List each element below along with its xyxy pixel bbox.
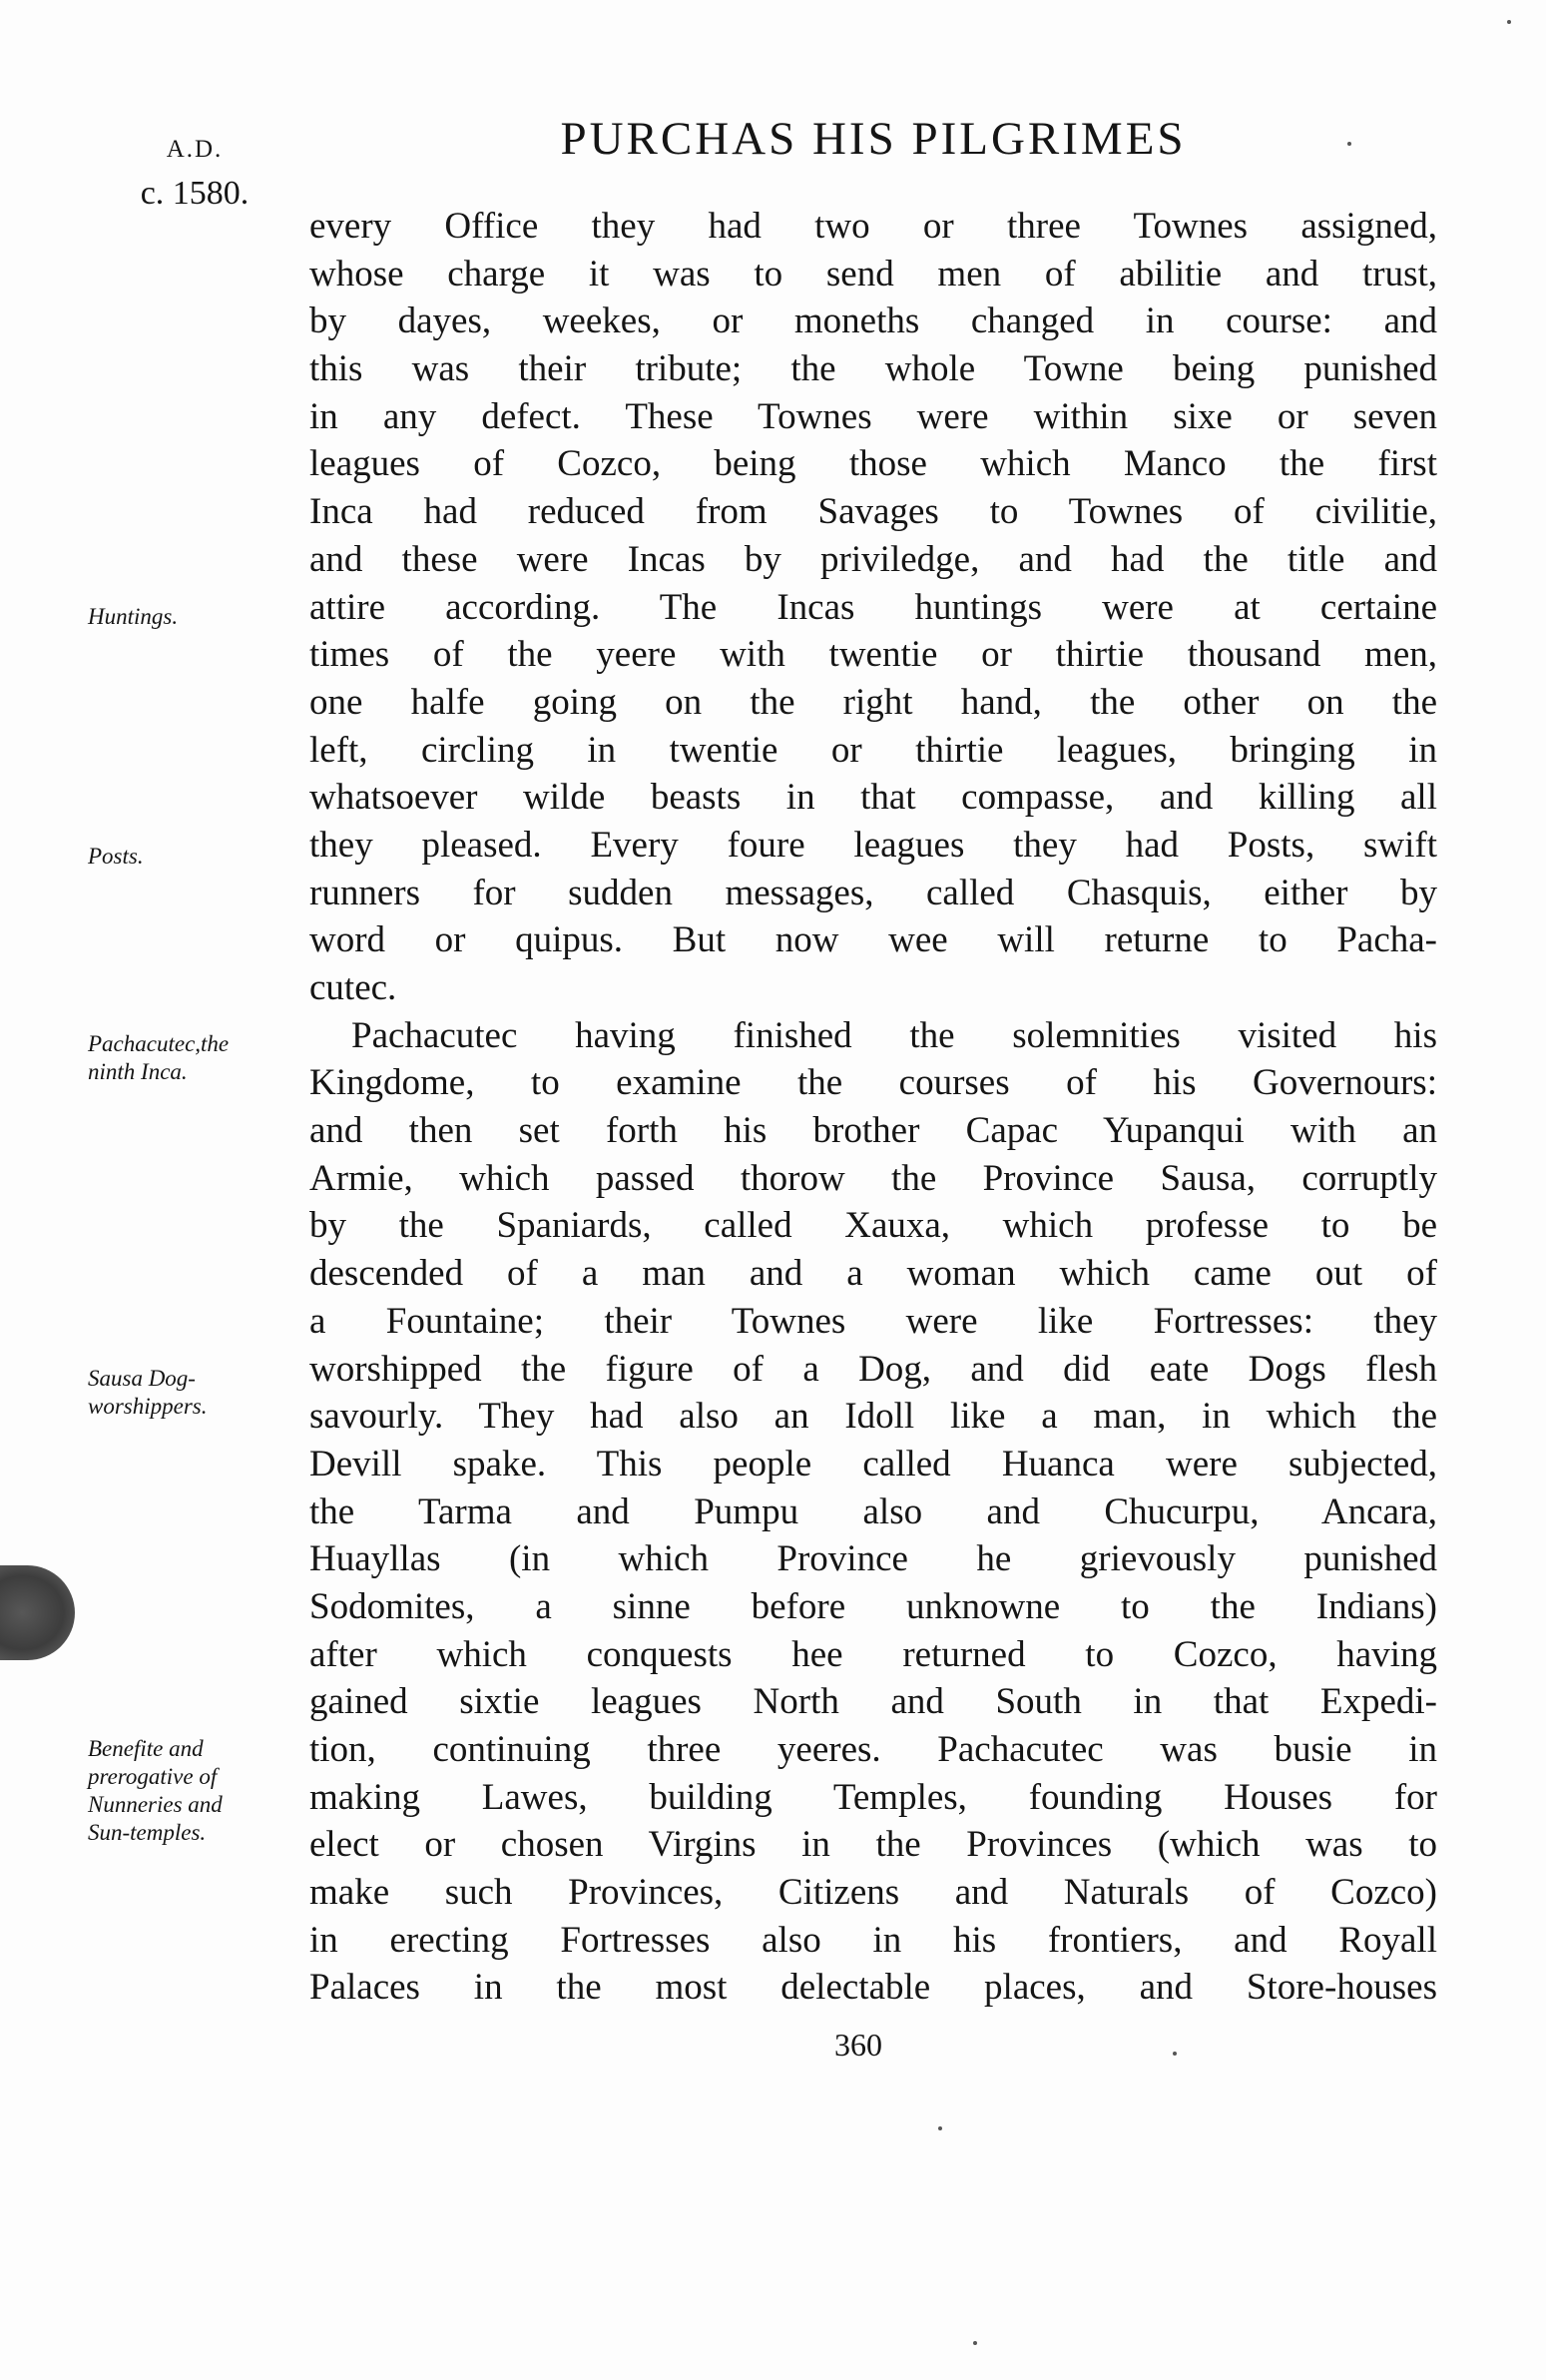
page-number: 360	[834, 2027, 882, 2063]
text-line: runners for sudden messages, called Chasquis, either by	[309, 872, 1437, 913]
sidenote-line: Sausa Dog-	[88, 1366, 196, 1391]
text-line: Huayllas (in which Province he grievously punished	[309, 1538, 1437, 1580]
text-line: leagues of Cozco, being those which Manco the first	[309, 443, 1437, 485]
text-line: whatsoever wilde beasts in that compasse, and killing all	[309, 777, 1437, 819]
text-line: after which conquests hee returned to Cozco, having	[309, 1633, 1437, 1675]
text-line: they pleased. Every foure leagues they had Posts, swift	[309, 824, 1437, 866]
text-line: in erecting Fortresses also in his frontiers, and Royall	[309, 1919, 1437, 1961]
text-line: Armie, which passed thorow the Province Sausa, corruptly	[309, 1157, 1437, 1199]
sidenote-benefite	[88, 1735, 302, 1847]
text-line: Sodomites, a sinne before unknowne to the Indians)	[309, 1585, 1437, 1627]
sidenote-line: Sun-temples.	[88, 1820, 207, 1845]
text-line: and then set forth his brother Capac Yupanqui with an	[309, 1110, 1437, 1152]
sidenote-line: Huntings.	[88, 604, 179, 629]
sidenote-posts	[88, 843, 302, 871]
date-ad: A.D.	[166, 136, 224, 163]
text-line: by dayes, weekes, or moneths changed in course: and	[309, 300, 1437, 342]
sidenote-line: Posts.	[88, 844, 144, 869]
text-line: savourly. They had also an Idoll like a man, in which the	[309, 1396, 1437, 1438]
sidenote-line: prerogative of	[88, 1764, 218, 1789]
text-line: Inca had reduced from Savages to Townes of civilitie,	[309, 491, 1437, 533]
sidenote-line: Nunneries and	[88, 1792, 223, 1817]
text-line: whose charge it was to send men of abilitie and trust,	[309, 253, 1437, 295]
print-speck	[938, 2126, 942, 2130]
sidenote-line: Pachacutec,the	[88, 1031, 230, 1056]
text-line: cutec.	[309, 967, 397, 1008]
text-line: attire according. The Incas huntings were at certaine	[309, 586, 1437, 628]
text-line: Pachacutec having finished the solemnities visited his	[351, 1014, 1437, 1056]
text-line: word or quipus. But now wee will returne to Pacha-	[309, 919, 1437, 961]
text-line: this was their tribute; the whole Towne being punished	[309, 348, 1437, 390]
text-line: Devill spake. This people called Huanca were subjected,	[309, 1443, 1437, 1485]
text-line: by the Spaniards, called Xauxa, which professe to be	[309, 1205, 1437, 1247]
text-line: tion, continuing three yeeres. Pachacutec was busie in	[309, 1729, 1437, 1770]
marginal-date	[120, 128, 269, 216]
text-line: make such Provinces, Citizens and Naturals of Cozco)	[309, 1872, 1437, 1914]
body-text	[309, 203, 1437, 2012]
text-line: and these were Incas by priviledge, and had the title and	[309, 538, 1437, 580]
sidenote-sausa	[88, 1365, 302, 1421]
text-line: Palaces in the most delectable places, and Store-houses	[309, 1967, 1437, 2009]
print-speck	[973, 2341, 977, 2345]
sidenote-huntings	[88, 603, 302, 631]
print-speck	[1507, 20, 1511, 24]
text-line: in any defect. These Townes were within sixe or seven	[309, 395, 1437, 437]
text-line: left, circling in twentie or thirtie leagues, bringing in	[309, 729, 1437, 771]
text-line: descended of a man and a woman which came out of	[309, 1253, 1437, 1295]
text-line: worshipped the figure of a Dog, and did eate Dogs flesh	[309, 1348, 1437, 1390]
text-line: a Fountaine; their Townes were like Fortresses: they	[309, 1300, 1437, 1342]
running-head: PURCHAS HIS PILGRIMES	[560, 113, 1187, 165]
text-line: gained sixtie leagues North and South in that Expedi-	[309, 1681, 1437, 1723]
sidenote-line: worshippers.	[88, 1394, 208, 1419]
text-line: Kingdome, to examine the courses of his Governours:	[309, 1062, 1437, 1104]
text-line: every Office they had two or three Townes assigned,	[309, 206, 1437, 247]
text-line: elect or chosen Virgins in the Provinces (which was to	[309, 1824, 1437, 1866]
sidenote-line: Benefite and	[88, 1736, 204, 1761]
thumb-shadow	[0, 1565, 75, 1660]
text-line: times of the yeere with twentie or thirtie thousand men,	[309, 634, 1437, 676]
print-speck	[1173, 2052, 1177, 2056]
text-line: one halfe going on the right hand, the other on the	[309, 681, 1437, 723]
date-year: c. 1580.	[140, 175, 250, 212]
text-line: making Lawes, building Temples, founding Houses for	[309, 1776, 1437, 1818]
sidenote-pachacutec	[88, 1030, 302, 1086]
sidenote-line: ninth Inca.	[88, 1059, 188, 1084]
text-line: the Tarma and Pumpu also and Chucurpu, Ancara,	[309, 1490, 1437, 1532]
print-speck	[1347, 142, 1351, 146]
